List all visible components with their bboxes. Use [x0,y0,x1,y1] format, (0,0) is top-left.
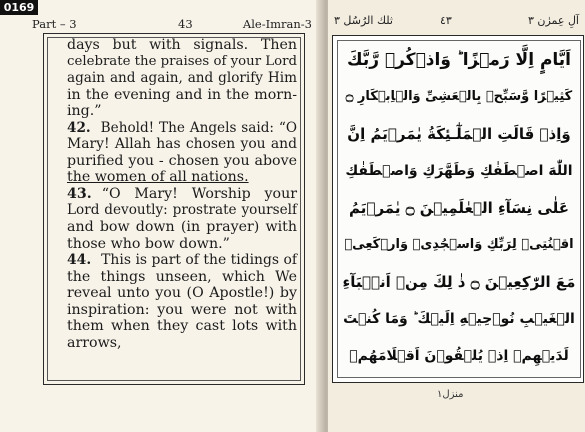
translation-line-text: those who bow down.” [67,235,230,252]
translation-line-text: Mary! Allah has chosen you and [67,136,297,153]
arabic-line: لَدَيۡهِمۡ اِذۡ يُلۡقُوۡنَ اَقۡلَامَهُمۡ [349,348,569,364]
page-number-tag: 0169 [0,0,38,15]
arabic-line: كَثِيۡرًا وَّسَبِّحۡ بِالۡعَشِىِّ وَالۡاِبۡكَارِ ۝ [345,89,573,104]
arabic-line: اقۡنُتِىۡ لِرَبِّكِ وَاسۡجُدِىۡ وَارۡكَعِىۡ [344,237,574,252]
translation-line-text: This is part of the tidings of [101,252,297,269]
translation-line-text: reveal unto you (O Apostle!) by [67,285,297,302]
header-part: Part – 3 [32,17,77,31]
translation-line [67,87,297,104]
translation-line-text: again and again, and glorify Him [67,70,297,87]
header-surah: Ale-Imran-3 [242,17,312,31]
translation-line-text: in the evening and in the morn- [67,86,297,103]
arabic-line: وَاِذۡ قَالَتِ الۡمَلٰٓـئِكَةُ يٰمَرۡيَمُ اِنَّ [347,125,571,143]
translation-line [67,37,297,54]
translation-line-text: arrows, [67,334,122,351]
translation-line [67,269,297,286]
translation-line [67,136,297,153]
translation-line [67,302,297,319]
right-page-header [330,14,585,32]
arabic-line: مَعَ الرّٰكِعِيۡنَ ۝ ذٰ لِكَ مِنۡ اَنۡۢبَآءِ [342,273,576,291]
translation-line-text: days but with signals. Then [67,37,297,53]
translation-line-text: celebrate the praises of your Lord [67,53,297,69]
translation-line [67,103,297,120]
translation-line [67,202,297,219]
translation-line-text: Behold! The Angels said: “O [100,119,297,136]
translation-line-text: and bow down (in prayer) with [67,219,297,236]
translation-line [67,335,297,352]
translation-line [67,70,297,87]
translation-line-text: the things unseen, which We [67,268,297,285]
translation-line [67,120,297,137]
header-para-name: ثلك الرُسُل ٣ [334,14,393,27]
translation-line [67,169,297,186]
translation-line-text: inspiration: you were not with [67,301,297,318]
translation-line-text: purified you - chosen you above [67,152,297,169]
translation-line-text: Lord devoutly: prostrate yourself [67,202,297,219]
translation-line [67,54,297,71]
header-arabic-surah: آلِ عِمرٰن ٣ [527,14,579,27]
arabic-line: اَيَّامٍ اِلَّا رَمۡزًا ؕ وَاذۡكُرۡ رَّبَّكَ [346,50,572,70]
verse-number: 42. [67,119,91,136]
manzil-marker: منزل١ [437,389,464,400]
header-page-number: 43 [178,17,193,31]
verse-number: 43. [67,185,92,202]
translation-line-text: “O Mary! Worship your [101,185,297,202]
translation-line [67,186,297,203]
translation-line-text: them when they cast lots with [67,318,297,335]
translation-line [67,318,297,335]
translation-line [67,285,297,302]
translation-line-text: the women of all nations. [67,169,249,186]
translation-line [67,153,297,170]
translation-line [67,252,297,269]
translation-line [67,236,297,253]
arabic-line: الۡغَيۡبِ نُوۡحِيۡهِ اِلَيۡكَ ؕ وَمَا كُنۡتَ [343,311,575,327]
translation-line [67,219,297,236]
verse-number: 44. [67,252,92,269]
translation-line-text: ing.” [67,103,102,120]
arabic-line: اللّٰهَ اصۡطَفٰكِ وَطَهَّرَكِ وَاصۡطَفٰكِ [345,163,573,179]
arabic-line: عَلٰى نِسَآءِ الۡعٰلَمِيۡنَ ۝ يٰمَرۡيَمُ [349,199,569,217]
translation-text [67,37,297,351]
header-arabic-page-number: ٤٣ [440,14,452,27]
